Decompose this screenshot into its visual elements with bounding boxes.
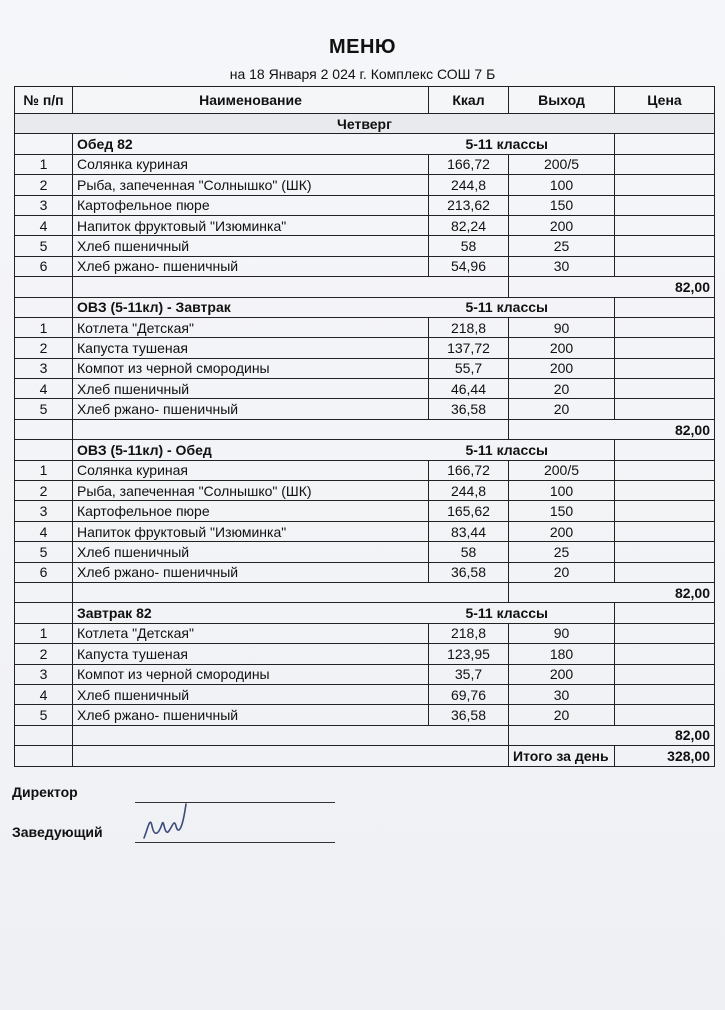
table-row xyxy=(15,317,715,337)
table-row xyxy=(15,623,715,643)
blank-cell xyxy=(15,746,73,766)
section-price-row xyxy=(15,419,715,439)
item-number: 6 xyxy=(15,562,73,582)
header-num: № п/п xyxy=(15,87,73,114)
manager-label: Заведующий xyxy=(12,824,103,840)
item-name: Рыба, запеченная "Солнышко" (ШК) xyxy=(73,175,429,195)
section-title: Обед 82 xyxy=(77,136,133,153)
item-number: 4 xyxy=(15,521,73,541)
item-kcal: 244,8 xyxy=(429,481,509,501)
item-kcal: 165,62 xyxy=(429,501,509,521)
section-classes: 5-11 классы xyxy=(465,136,548,153)
header-price: Цена xyxy=(615,87,715,114)
item-name: Хлеб пшеничный xyxy=(73,684,429,704)
item-output: 100 xyxy=(509,175,615,195)
page-title: МЕНЮ xyxy=(328,36,397,58)
table-row xyxy=(15,501,715,521)
item-name: Хлеб пшеничный xyxy=(73,379,429,399)
item-kcal: 36,58 xyxy=(429,705,509,725)
item-kcal: 213,62 xyxy=(429,195,509,215)
item-name: Солянка куриная xyxy=(73,154,429,174)
header-output: Выход xyxy=(509,87,615,114)
item-name: Капуста тушеная xyxy=(73,644,429,664)
section-price: 82,00 xyxy=(509,277,715,297)
item-price xyxy=(615,175,715,195)
item-output: 25 xyxy=(509,236,615,256)
item-number: 4 xyxy=(15,684,73,704)
table-row xyxy=(15,562,715,582)
section-classes: 5-11 классы xyxy=(465,441,548,458)
blank-cell xyxy=(15,582,73,602)
table-row xyxy=(15,379,715,399)
item-name: Рыба, запеченная "Солнышко" (ШК) xyxy=(73,481,429,501)
item-kcal: 58 xyxy=(429,236,509,256)
item-price xyxy=(615,644,715,664)
item-number: 3 xyxy=(15,501,73,521)
table-row xyxy=(15,154,715,174)
table-row xyxy=(15,236,715,256)
item-number: 5 xyxy=(15,542,73,562)
item-output: 200 xyxy=(509,358,615,378)
day-row xyxy=(15,114,715,134)
item-name: Капуста тушеная xyxy=(73,338,429,358)
section-title-cell xyxy=(73,603,615,623)
item-output: 200 xyxy=(509,521,615,541)
director-label: Директор xyxy=(12,784,78,800)
item-output: 20 xyxy=(509,705,615,725)
section-title: ОВЗ (5-11кл) - Обед xyxy=(77,441,212,458)
section-title-cell xyxy=(73,440,615,460)
item-kcal: 123,95 xyxy=(429,644,509,664)
item-price xyxy=(615,481,715,501)
item-price xyxy=(615,399,715,419)
item-price xyxy=(615,256,715,276)
item-number: 1 xyxy=(15,317,73,337)
item-kcal: 36,58 xyxy=(429,399,509,419)
item-number: 6 xyxy=(15,256,73,276)
item-price xyxy=(615,684,715,704)
menu-table xyxy=(14,86,715,767)
total-label: Итого за день xyxy=(509,746,615,766)
item-name: Картофельное пюре xyxy=(73,195,429,215)
header-kcal: Ккал xyxy=(429,87,509,114)
item-price xyxy=(615,521,715,541)
section-num-cell xyxy=(15,603,73,623)
item-price xyxy=(615,154,715,174)
item-price xyxy=(615,460,715,480)
item-name: Хлеб пшеничный xyxy=(73,542,429,562)
item-name: Котлета "Детская" xyxy=(73,623,429,643)
item-output: 180 xyxy=(509,644,615,664)
day-label: Четверг xyxy=(15,114,715,134)
section-title-cell xyxy=(73,297,615,317)
table-row xyxy=(15,481,715,501)
item-number: 5 xyxy=(15,705,73,725)
item-name: Компот из черной смородины xyxy=(73,664,429,684)
item-output: 90 xyxy=(509,317,615,337)
item-number: 4 xyxy=(15,379,73,399)
item-name: Компот из черной смородины xyxy=(73,358,429,378)
item-price xyxy=(615,542,715,562)
table-row xyxy=(15,705,715,725)
item-output: 150 xyxy=(509,501,615,521)
table-row xyxy=(15,256,715,276)
item-number: 3 xyxy=(15,358,73,378)
section-price: 82,00 xyxy=(509,725,715,745)
item-price xyxy=(615,379,715,399)
section-title: Завтрак 82 xyxy=(77,605,152,622)
item-price xyxy=(615,623,715,643)
item-price xyxy=(615,501,715,521)
item-price xyxy=(615,664,715,684)
item-name: Хлеб ржано- пшеничный xyxy=(73,705,429,725)
item-kcal: 166,72 xyxy=(429,460,509,480)
table-row xyxy=(15,338,715,358)
item-number: 5 xyxy=(15,399,73,419)
item-kcal: 69,76 xyxy=(429,684,509,704)
section-num-cell xyxy=(15,440,73,460)
item-kcal: 58 xyxy=(429,542,509,562)
section-price-cell xyxy=(615,297,715,317)
item-kcal: 82,24 xyxy=(429,215,509,235)
blank-cell xyxy=(15,725,73,745)
item-name: Хлеб ржано- пшеничный xyxy=(73,562,429,582)
section-classes: 5-11 классы xyxy=(465,299,548,316)
item-price xyxy=(615,236,715,256)
item-number: 1 xyxy=(15,460,73,480)
item-kcal: 166,72 xyxy=(429,154,509,174)
item-kcal: 218,8 xyxy=(429,623,509,643)
section-title: ОВЗ (5-11кл) - Завтрак xyxy=(77,299,231,316)
item-price xyxy=(615,705,715,725)
item-output: 20 xyxy=(509,399,615,419)
item-name: Напиток фруктовый "Изюминка" xyxy=(73,215,429,235)
table-row xyxy=(15,644,715,664)
table-row xyxy=(15,664,715,684)
blank-cell xyxy=(73,419,509,439)
table-row xyxy=(15,399,715,419)
item-number: 4 xyxy=(15,215,73,235)
section-header-row xyxy=(15,134,715,154)
section-price: 82,00 xyxy=(509,582,715,602)
item-kcal: 46,44 xyxy=(429,379,509,399)
item-kcal: 218,8 xyxy=(429,317,509,337)
item-price xyxy=(615,562,715,582)
item-output: 200/5 xyxy=(509,460,615,480)
item-kcal: 55,7 xyxy=(429,358,509,378)
section-classes: 5-11 классы xyxy=(465,605,548,622)
item-output: 150 xyxy=(509,195,615,215)
section-price: 82,00 xyxy=(509,419,715,439)
item-number: 5 xyxy=(15,236,73,256)
blank-cell xyxy=(15,277,73,297)
section-price-cell xyxy=(615,603,715,623)
blank-cell xyxy=(73,746,509,766)
item-number: 2 xyxy=(15,175,73,195)
blank-cell xyxy=(15,419,73,439)
item-number: 2 xyxy=(15,644,73,664)
section-price-cell xyxy=(615,440,715,460)
table-header-row xyxy=(15,87,715,114)
blank-cell xyxy=(73,725,509,745)
item-output: 30 xyxy=(509,256,615,276)
item-output: 100 xyxy=(509,481,615,501)
item-number: 2 xyxy=(15,481,73,501)
table-row xyxy=(15,215,715,235)
section-price-row xyxy=(15,725,715,745)
total-value: 328,00 xyxy=(615,746,715,766)
item-number: 2 xyxy=(15,338,73,358)
section-num-cell xyxy=(15,297,73,317)
item-number: 1 xyxy=(15,623,73,643)
section-price-row xyxy=(15,277,715,297)
item-output: 25 xyxy=(509,542,615,562)
table-row xyxy=(15,460,715,480)
item-output: 200/5 xyxy=(509,154,615,174)
header-name: Наименование xyxy=(73,87,429,114)
item-name: Хлеб ржано- пшеничный xyxy=(73,256,429,276)
section-header-row xyxy=(15,603,715,623)
table-row xyxy=(15,358,715,378)
section-header-row xyxy=(15,297,715,317)
item-name: Напиток фруктовый "Изюминка" xyxy=(73,521,429,541)
page-subtitle: на 18 Января 2 024 г. Комплекс СОШ 7 Б xyxy=(229,66,496,82)
blank-cell xyxy=(73,582,509,602)
item-name: Хлеб ржано- пшеничный xyxy=(73,399,429,419)
total-row xyxy=(15,746,715,766)
table-row xyxy=(15,175,715,195)
item-kcal: 54,96 xyxy=(429,256,509,276)
blank-cell xyxy=(73,277,509,297)
item-output: 20 xyxy=(509,562,615,582)
table-row xyxy=(15,542,715,562)
item-price xyxy=(615,338,715,358)
section-num-cell xyxy=(15,134,73,154)
item-kcal: 244,8 xyxy=(429,175,509,195)
item-kcal: 137,72 xyxy=(429,338,509,358)
item-number: 1 xyxy=(15,154,73,174)
item-output: 200 xyxy=(509,338,615,358)
item-price xyxy=(615,358,715,378)
item-kcal: 36,58 xyxy=(429,562,509,582)
section-price-cell xyxy=(615,134,715,154)
table-row xyxy=(15,684,715,704)
item-number: 3 xyxy=(15,664,73,684)
handwritten-signature xyxy=(138,798,198,846)
item-output: 200 xyxy=(509,215,615,235)
item-output: 20 xyxy=(509,379,615,399)
section-price-row xyxy=(15,582,715,602)
item-name: Котлета "Детская" xyxy=(73,317,429,337)
item-name: Хлеб пшеничный xyxy=(73,236,429,256)
item-kcal: 83,44 xyxy=(429,521,509,541)
table-row xyxy=(15,521,715,541)
table-row xyxy=(15,195,715,215)
section-header-row xyxy=(15,440,715,460)
item-price xyxy=(615,317,715,337)
item-number: 3 xyxy=(15,195,73,215)
item-output: 90 xyxy=(509,623,615,643)
item-kcal: 35,7 xyxy=(429,664,509,684)
item-price xyxy=(615,215,715,235)
item-name: Картофельное пюре xyxy=(73,501,429,521)
item-price xyxy=(615,195,715,215)
item-output: 30 xyxy=(509,684,615,704)
item-output: 200 xyxy=(509,664,615,684)
item-name: Солянка куриная xyxy=(73,460,429,480)
section-title-cell xyxy=(73,134,615,154)
